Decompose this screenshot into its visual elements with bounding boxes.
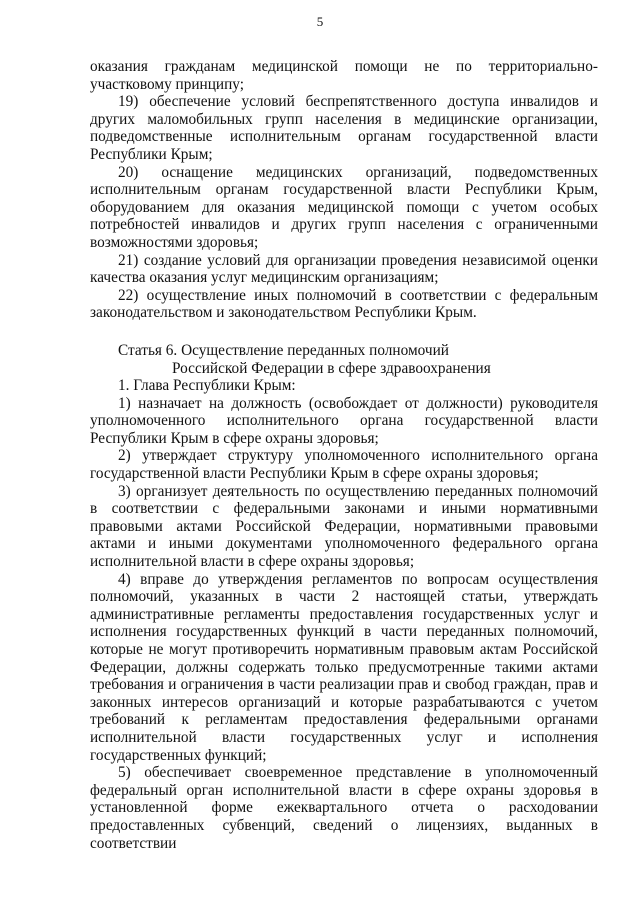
article-heading [90,342,598,377]
article-item-1: 1) назначает на должность (освобождает от должности) руководителя уполномоченного исполнительного органа государственной власти Республики Крым в сфере охраны здоровья; [90,394,598,447]
paragraph-item-21: 21) создание условий для организации проведения независимой оценки качества оказания услуг медицинским организациям; [90,251,598,287]
article-item-4: 4) вправе до утверждения регламентов по вопросам осуществления полномочий, указанных в части 2 настоящей статьи, утверждать административные регламенты предоставления государственных услуг и исполнения государственных функций в части переданных полномочий, которые не могут противоречить нормативным правовым актам Российской Федерации, должны содержать только предусмотренные такими актами требования и ограничения в части реализации прав и свобод граждан, прав и законных интересов организаций и которые разрабатываются с учетом требований к регламентам предоставления федеральными органами исполнительной власти государственных услуг и исполнения государственных функций; [90,570,598,764]
paragraph-item-22: 22) осуществление иных полномочий в соответствии с федеральным законодательством и законодательством Республики Крым. [90,286,598,322]
article-item-2: 2) утверждает структуру уполномоченного исполнительного органа государственной власти Республики Крым в сфере охраны здоровья; [90,447,598,483]
article-item-3: 3) организует деятельность по осуществлению переданных полномочий в соответствии с федеральными законами и иными нормативными правовыми актами Российской Федерации, нормативными правовыми актами и иными документами уполномоченного федерального органа исполнительной власти в сфере охраны здоровья; [90,482,598,571]
paragraph-continuation: оказания гражданам медицинской помощи не по территориально-участковому принципу; [90,58,598,93]
page-number: 5 [316,14,324,29]
paragraph-item-20: 20) оснащение медицинских организаций, подведомственных исполнительным органам государственной власти Республики Крым, оборудованием для оказания медицинской помощи с учетом особых потребностей инвалидов и других групп населения с ограниченными возможностями здоровья; [90,163,598,251]
article-heading-line-1: Статья 6. Осуществление переданных полномочий [118,341,449,359]
document-body [90,58,598,852]
article-item-5: 5) обеспечивает своевременное представление в уполномоченный федеральный орган исполнительной власти в сфере охраны здоровья в установленной форме ежеквартального отчета о расходовании предоставленных субвенций, сведений о лицензиях, выданных в соответствии [90,764,598,852]
paragraph-item-19: 19) обеспечение условий беспрепятственного доступа инвалидов и других маломобильных групп населения в медицинские организации, подведомственные исполнительным органам государственной власти Республики Крым; [90,93,598,163]
article-heading-line-2: Российской Федерации в сфере здравоохранения [172,359,491,377]
article-part-1-intro: 1. Глава Республики Крым: [118,377,296,395]
